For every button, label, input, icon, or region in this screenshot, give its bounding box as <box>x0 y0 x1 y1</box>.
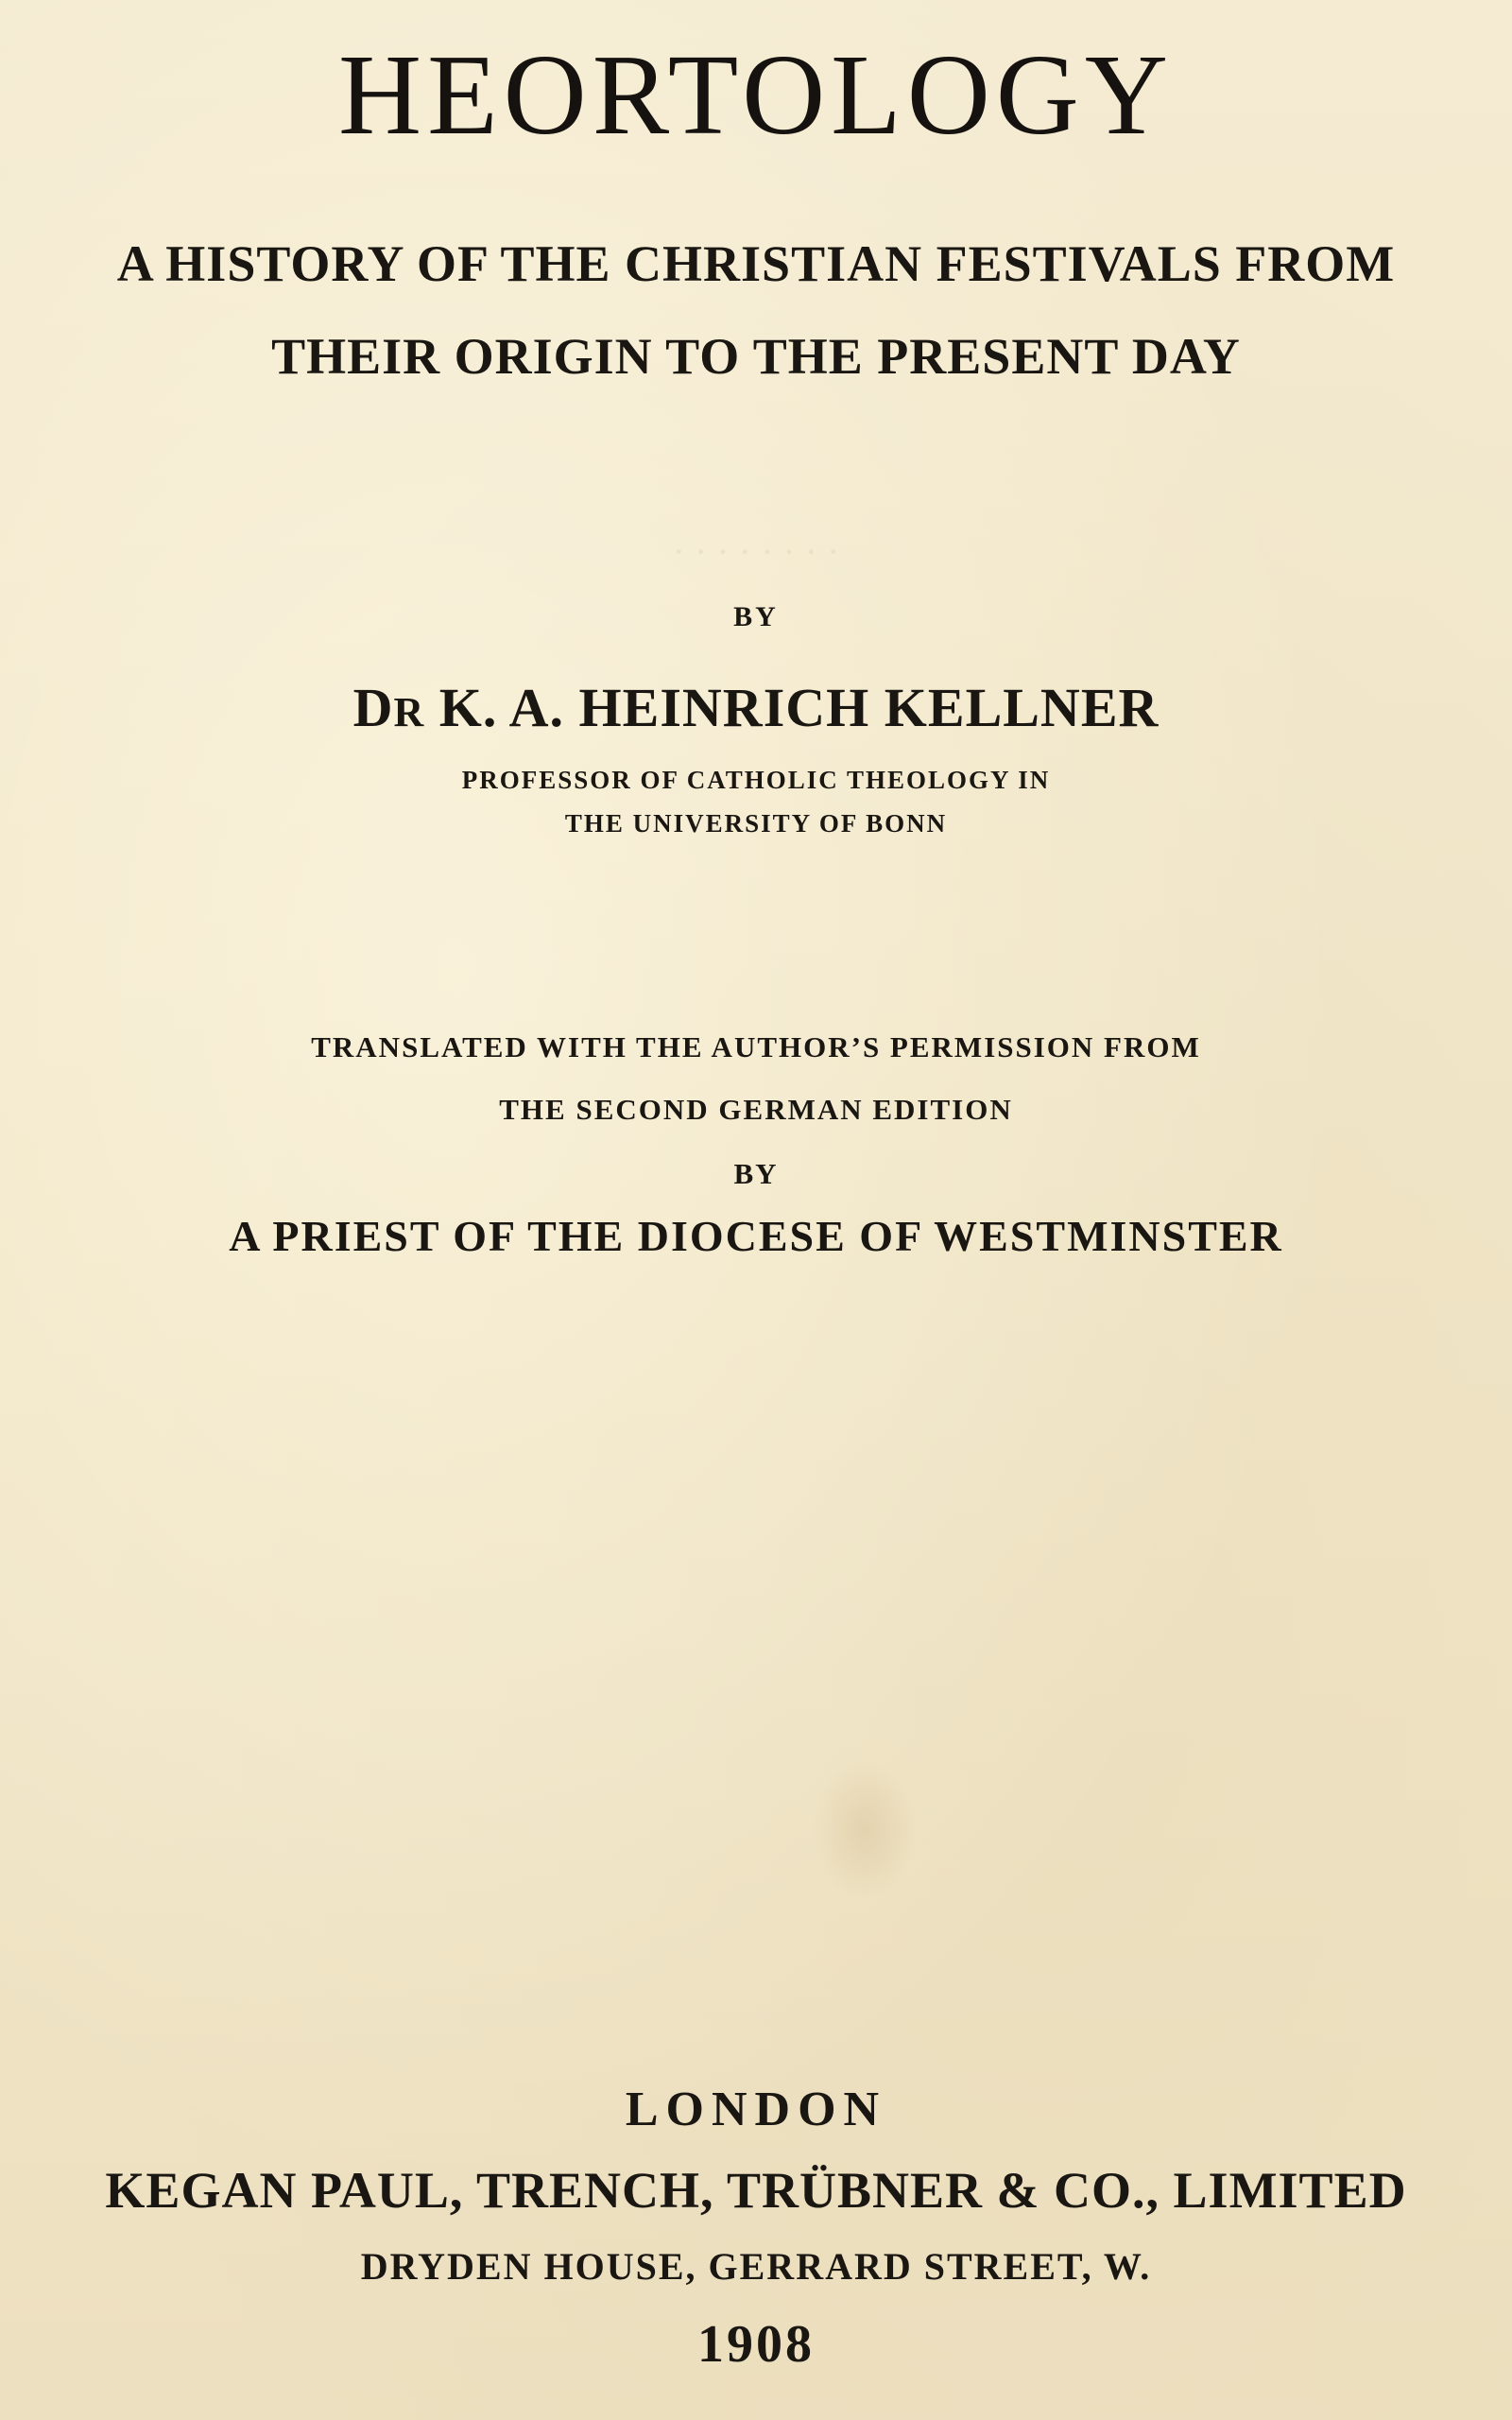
author-name-text: K. A. HEINRICH KELLNER <box>424 677 1160 738</box>
translation-note-line-1: TRANSLATED WITH THE AUTHOR’S PERMISSION FROM <box>311 1030 1201 1063</box>
imprint-address: DRYDEN HOUSE, GERRARD STREET, W. <box>360 2245 1152 2288</box>
by-label: BY <box>733 601 779 632</box>
imprint-year: 1908 <box>697 2315 815 2374</box>
translator-name: A PRIEST OF THE DIOCESE OF WESTMINSTER <box>229 1212 1283 1260</box>
imprint-publisher: KEGAN PAUL, TRENCH, TRÜBNER & CO., LIMITED <box>105 2162 1407 2219</box>
author-prefix: D <box>352 677 394 738</box>
translation-note-line-2: THE SECOND GERMAN EDITION <box>499 1093 1013 1126</box>
author-prefix-small: R <box>393 689 425 735</box>
translator-by-label: BY <box>733 1157 779 1190</box>
author-title-line-2: THE UNIVERSITY OF BONN <box>564 809 948 838</box>
author-title-line-1: PROFESSOR OF CATHOLIC THEOLOGY IN <box>461 766 1051 794</box>
book-title: HEORTOLOGY <box>337 31 1175 159</box>
subtitle-line-2: THEIR ORIGIN TO THE PRESENT DAY <box>271 328 1241 385</box>
show-through-text: · · · · · · · · <box>672 530 840 573</box>
imprint-city: LONDON <box>625 2083 887 2136</box>
subtitle-line-1: A HISTORY OF THE CHRISTIAN FESTIVALS FROM <box>116 235 1396 292</box>
author-name <box>0 677 1512 738</box>
paper-stain <box>813 1758 917 1900</box>
